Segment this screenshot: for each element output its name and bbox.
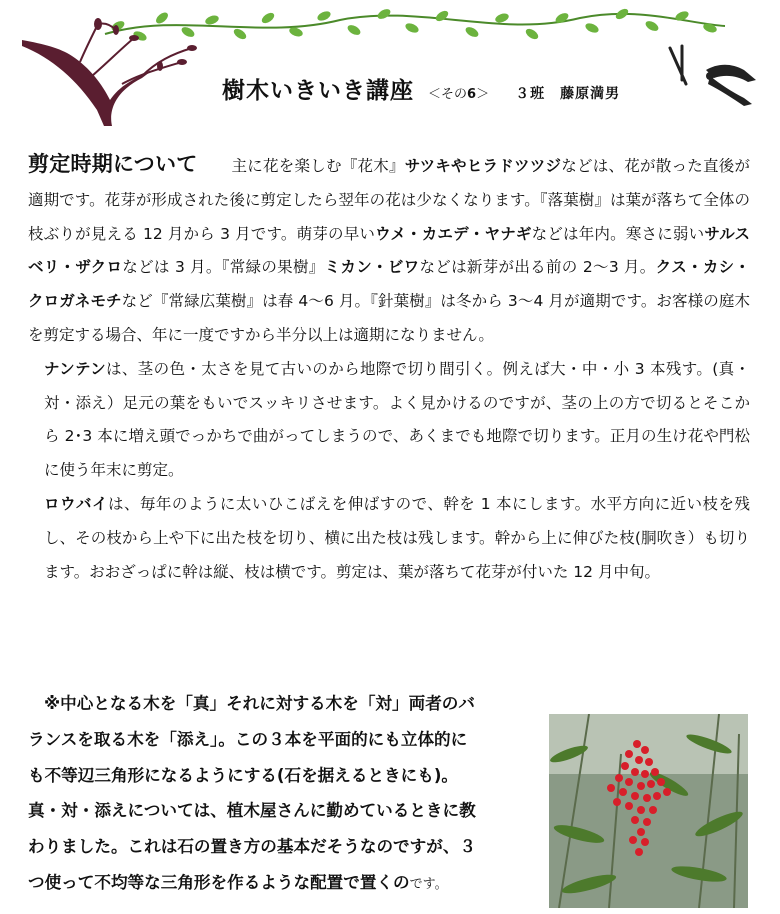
note-line — [28, 865, 544, 903]
branch-decoration — [22, 18, 212, 128]
section-heading: 剪定時期について — [28, 152, 198, 176]
note-line: ランスを取る木を「添え」。この３本を平面的にも立体的に — [28, 729, 468, 749]
text-span: は、茎の色・太さを見て古いのから地際で切り間引く。例えば大・中・小 3 本残す。(真・対・添え）足元の葉をもいでスッキリさせます。よく見かけるのですが、茎の上の方で切るとそこから 2･3 本に増え頭でっかちで曲がってしまうので、あくまでも地際で切ります。正月の生け花や門松に使う年末に剪定。 — [44, 359, 751, 480]
paragraph-roubai — [28, 488, 750, 589]
note-line-text: つ使って不均等な三角形を作るような配置で置くの — [28, 872, 410, 892]
note-line: も不等辺三角形になるようにする(石を据えるときにも)。 — [28, 765, 459, 785]
plant-names: ロウバイ — [44, 494, 108, 513]
episode-number: 6 — [467, 87, 477, 102]
plant-names: ナンテン — [44, 359, 106, 378]
plant-names: サツキやヒラドツツジ — [404, 157, 562, 175]
text-span: など『常緑広葉樹』は春 4～6 月。『針葉樹』は冬から 3～4 月が適期です。お客様の庭木を剪定する場合、年に一度ですから半分以上は適期になりません。 — [28, 292, 750, 344]
page-title: 樹木いきいき講座 — [222, 78, 414, 104]
paragraph-pruning-season — [28, 148, 750, 353]
paragraph-nanten — [28, 353, 750, 488]
text-span: は、毎年のように太いひこばえを伸ばすので、幹を 1 本にします。水平方向に近い枝を残し、その枝から上や下に出た枝を切り、横に出た枝は残します。幹から上に伸びた枝(胴吹き）も切ります。おおざっぱに幹は縦、枝は横です。剪定は、葉が落ちて花芽が付いた 12 月中旬。 — [44, 494, 750, 581]
plant-names: ウメ・カエデ・ヤナギ — [375, 224, 532, 243]
note-line: ※中心となる木を「真」それに対する木を「対」両者のバ — [44, 694, 475, 713]
note-tail: です。 — [409, 876, 448, 892]
note-line: わりました。これは石の置き方の基本だそうなのですが、３ — [28, 837, 477, 857]
episode-close: ＞ — [476, 87, 490, 102]
author-byline: ３班 藤原満男 — [515, 86, 621, 102]
episode-open: ＜その — [428, 87, 468, 102]
note-block — [28, 686, 544, 903]
article-body — [28, 148, 750, 589]
plant-names: ミカン・ビワ — [324, 258, 420, 277]
note-line: 真・対・添えについては、植木屋さんに勤めているときに教 — [28, 801, 476, 821]
plant-names: サルスベリ・ザクロ — [28, 224, 750, 277]
text-span: などは 3 月。『常緑の果樹』 — [122, 258, 325, 277]
page-header — [222, 72, 620, 108]
text-span: などは年内。寒さに弱い — [531, 224, 705, 243]
episode-label — [428, 83, 489, 102]
nandina-berries-photo — [549, 714, 748, 908]
plant-names: クス・カシ・クロガネモチ — [28, 258, 750, 311]
text-span: などは新芽が出る前の 2～3 月。 — [419, 258, 656, 277]
text-span: などは、花が散った直後が適期です。花芽が形成された後に剪定したら翌年の花は少なくなります。『落葉樹』は葉が落ちて全体の枝ぶりが見える 12 月から 3 月です。萌芽の早い — [28, 157, 750, 243]
pruning-shears-icon — [652, 40, 762, 120]
text-span: 主に花を楽しむ『花木』 — [231, 157, 405, 175]
